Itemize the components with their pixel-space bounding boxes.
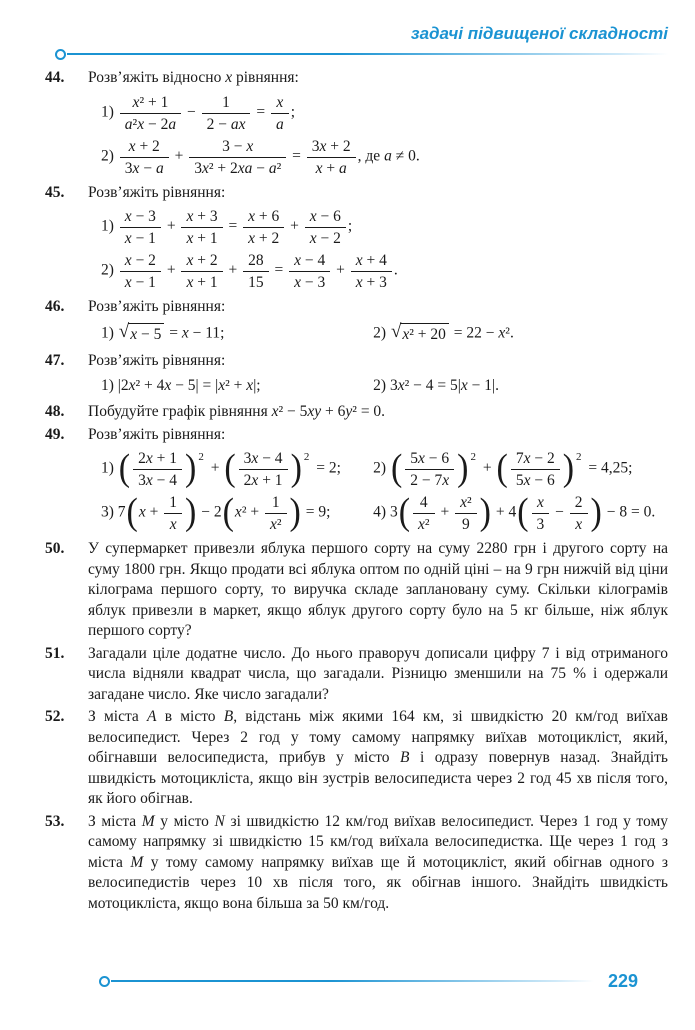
- exponent: 2: [303, 450, 310, 463]
- equation: 2) 3x² − 4 = 5|x − 1|.: [373, 376, 499, 394]
- exponent: 2: [198, 450, 204, 463]
- problem-body: [88, 402, 668, 423]
- problem-number: 53.: [45, 812, 65, 830]
- open-paren: (: [390, 447, 403, 490]
- fraction: $\frac{3x + 2}{x + a}$: [307, 137, 356, 177]
- problem-body: [88, 425, 668, 538]
- fraction: $\frac{28}{15}$: [243, 251, 269, 291]
- open-paren: (: [517, 491, 529, 534]
- fraction: $\frac{3 - x}{\text{3x² + 2xa − a²}}$: [189, 137, 286, 177]
- fraction: $\frac{5x - 6}{2 - 7x}$: [405, 449, 454, 489]
- fraction: $\frac{x - 3}{x - 1}$: [120, 207, 161, 247]
- problem-52: [45, 707, 668, 810]
- fraction: $\frac{x}{a}$: [271, 93, 289, 133]
- fraction: $\frac{1}{x}$: [164, 493, 182, 533]
- problem-number: 50.: [45, 540, 65, 557]
- close-paren: ): [590, 491, 602, 534]
- fraction: $\frac{x - 6}{x - 2}$: [305, 207, 346, 247]
- radical-icon: √: [118, 320, 130, 342]
- fraction: $\frac{x}{3}$: [532, 493, 550, 533]
- equation: 2) √ x² + 20 = 22 − x².: [373, 322, 668, 346]
- equation: 1) $\frac{\text{x² + 1}}{\text{a²x − 2a}}$ − $\frac{1}{2 - ax}$ = $\frac{x}{a}$ ;: [101, 93, 296, 133]
- equation: 2) $\frac{x + 2}{3x - a}$ + $\frac{3 - x}{\text{3x² + 2xa − a²}}$ = $\frac{3x + 2}{x + a}$ , де a ≠ 0.: [101, 137, 420, 177]
- problem-45: [45, 183, 668, 296]
- fraction: $\frac{x + 3}{x + 1}$: [181, 207, 222, 247]
- equation-row: [88, 207, 668, 247]
- problem-body: [88, 539, 668, 642]
- rule-circle-icon: [55, 49, 66, 60]
- problem-49: [45, 425, 668, 538]
- fraction: $\frac{x + 6}{x + 2}$: [243, 207, 284, 247]
- problem-47: [45, 351, 668, 400]
- problem-body: [88, 68, 668, 181]
- square-root: √ x² + 20: [391, 322, 449, 346]
- fraction: $\frac{1}{2 - ax}$: [202, 93, 251, 133]
- equation-row: [88, 93, 668, 133]
- fraction: $\frac{\text{x² + 1}}{\text{a²x − 2a}}$: [120, 93, 181, 133]
- rule-circle-icon: [99, 976, 110, 987]
- close-paren: ): [289, 491, 301, 534]
- problem-body: [88, 644, 668, 706]
- fraction: $\frac{7x - 2}{5x - 6}$: [511, 449, 560, 489]
- fraction: $\frac{x + 4}{x + 3}$: [351, 251, 392, 291]
- equation: 4) 3( $\frac{4}{\text{x²}}$ + $\frac{\text{x²}}{9}$ ) + 4( $\frac{x}{3}$ − $\frac{2}{x}$ ) − 8 = 0.: [373, 491, 656, 534]
- fraction: $\frac{\text{x²}}{9}$: [455, 493, 477, 533]
- problem-intro: Розв’яжіть рівняння:: [88, 183, 226, 201]
- open-paren: (: [224, 447, 236, 490]
- exponent: 2: [576, 450, 582, 463]
- close-paren: ): [479, 491, 491, 534]
- radical-icon: √: [390, 320, 402, 342]
- problem-50: [45, 539, 668, 642]
- equation: 1) |2x² + 4x − 5| = |x² + x|;: [101, 376, 261, 394]
- equation-row: [88, 449, 668, 489]
- problem-number: 46.: [45, 298, 65, 315]
- problem-number: 45.: [45, 183, 65, 201]
- problem-text: З міста A в місто B, відстань між якими 164 км, зі швидкістю 20 км/год виїхав велосипедист. Через 2 год у тому самому напрямку виїхав мотоцикліст, який, обігнавши велосипедиста, прибув у місто B і одразу повернув назад. Знайдіть швидкість мотоцикліста, якщо він зустрів велосипедиста через 2 год 45 хв після того, як його обігнав.: [88, 708, 668, 807]
- problem-intro: Розв’яжіть відносно x рівняння:: [88, 69, 299, 86]
- equation: 2) $\frac{x - 2}{x - 1}$ + $\frac{x + 2}{x + 1}$ + $\frac{28}{15}$ = $\frac{x - 4}{x - 3}$ + $\frac{x + 4}{x + 3}$ .: [101, 252, 398, 291]
- close-paren: ): [290, 447, 302, 490]
- fraction: $\frac{x - 4}{x - 3}$: [289, 251, 330, 291]
- header-rule: [55, 49, 668, 59]
- close-paren: ): [185, 491, 197, 534]
- fraction: $\frac{3x - 4}{2x + 1}$: [239, 449, 288, 489]
- open-paren: (: [222, 491, 234, 534]
- close-paren: ): [457, 447, 469, 490]
- page-header: [45, 0, 668, 59]
- problem-body: [88, 297, 668, 349]
- exponent: 2: [470, 450, 476, 463]
- fraction: $\frac{4}{\text{x²}}$: [413, 493, 435, 533]
- page-footer: [45, 972, 668, 990]
- equation: 1) ( $\frac{2x + 1}{3x - 4}$ ) 2 + ( $\frac{3x - 4}{2x + 1}$ ) 2 = 2;: [101, 447, 341, 490]
- page-number: 229: [607, 971, 638, 991]
- problem-44: [45, 68, 668, 181]
- close-paren: ): [185, 447, 197, 490]
- problem-53: [45, 812, 668, 915]
- equation: 1) $\frac{x - 3}{x - 1}$ + $\frac{x + 3}{x + 1}$ = $\frac{x + 6}{x + 2}$ + $\frac{x - 6}{x - 2}$ ;: [101, 208, 353, 247]
- problem-number: 44.: [45, 69, 65, 86]
- problem-number: 47.: [45, 352, 65, 369]
- open-paren: (: [496, 447, 508, 490]
- equation: 3) 7(x + $\frac{1}{x}$ ) − 2(x² + $\frac{1}{\text{x²}}$ ) = 9;: [101, 491, 331, 534]
- equation-row: [88, 493, 668, 533]
- equation-row: [88, 322, 668, 346]
- problem-text: У супермаркет привезли яблука першого сорту на суму 2280 грн і другого сорту на суму 1800 грн. Якщо продати всі яблука оптом по одній ціні – на 9 грн нижчій від ціни кілограма першого сорту, то виручка складе заплановану суму. Скільки кілограмів яблук привезли в маркет, якщо яблук другого сорту було на 5 кг більше, ніж яблук першого сорту?: [88, 540, 668, 639]
- problem-text: Побудуйте графік рівняння x² − 5xy + 6y² = 0.: [88, 403, 386, 420]
- problem-text: З міста M у місто N зі швидкістю 12 км/год виїхав велосипедист. Через 1 год у тому самому напрямку зі швидкістю 15 км/год виїхала велосипедистка. Ще через 1 год з міста M у тому самому напрямку виїхав ще й мотоцикліст, який обігнав одного з велосипедистів через 10 хв після того, як обігнав іншого. Знайдіть швидкість мотоцикліста, якщо вона більша за 50 км/год.: [88, 812, 668, 912]
- fraction: $\frac{x + 2}{3x - a}$: [120, 137, 169, 177]
- problem-body: [88, 812, 668, 915]
- equation: 2) ( $\frac{5x - 6}{2 - 7x}$ ) 2 + ( $\frac{7x - 2}{5x - 6}$ ) 2 = 4,25;: [373, 447, 633, 490]
- open-paren: (: [126, 491, 138, 534]
- problem-51: [45, 644, 668, 706]
- problem-body: [88, 183, 668, 296]
- problem-intro: Розв’яжіть рівняння:: [88, 425, 226, 443]
- problem-number: 52.: [45, 708, 65, 725]
- problem-46: [45, 297, 668, 349]
- problem-body: [88, 707, 668, 810]
- fraction: $\frac{x + 2}{x + 1}$: [181, 251, 222, 291]
- equation-row: [88, 251, 668, 291]
- equation-row: [88, 376, 668, 397]
- rule-line: [111, 980, 594, 982]
- fraction: $\frac{2}{x}$: [570, 493, 588, 533]
- fraction: $\frac{1}{\text{x²}}$: [265, 493, 287, 533]
- close-paren: ): [562, 447, 575, 490]
- equation-row: [88, 137, 668, 177]
- problem-number: 49.: [45, 425, 65, 443]
- open-paren: (: [398, 491, 411, 534]
- problem-intro: Розв’яжіть рівняння:: [88, 352, 226, 369]
- fraction: $\frac{x - 2}{x - 1}$: [120, 251, 161, 291]
- rule-line: [67, 53, 668, 55]
- problem-48: [45, 402, 668, 423]
- problem-intro: Розв’яжіть рівняння:: [88, 298, 226, 315]
- section-title: задачі підвищеної складності: [410, 24, 668, 43]
- problem-number: 48.: [45, 403, 65, 420]
- square-root: √ x − 5: [119, 322, 165, 346]
- open-paren: (: [118, 447, 131, 490]
- fraction: $\frac{2x + 1}{3x - 4}$: [133, 449, 182, 489]
- problem-body: [88, 351, 668, 400]
- problem-text: Загадали ціле додатне число. До нього праворуч дописали цифру 7 і від отриманого числа відняли квадрат числа, що загадали. Різницю зменшили на 75 % і одержали загадане число. Яке число загадали?: [88, 644, 668, 703]
- problem-number: 51.: [45, 644, 65, 662]
- equation: 1) √ x − 5 = x − 11;: [101, 322, 373, 346]
- problem-list: [45, 59, 668, 916]
